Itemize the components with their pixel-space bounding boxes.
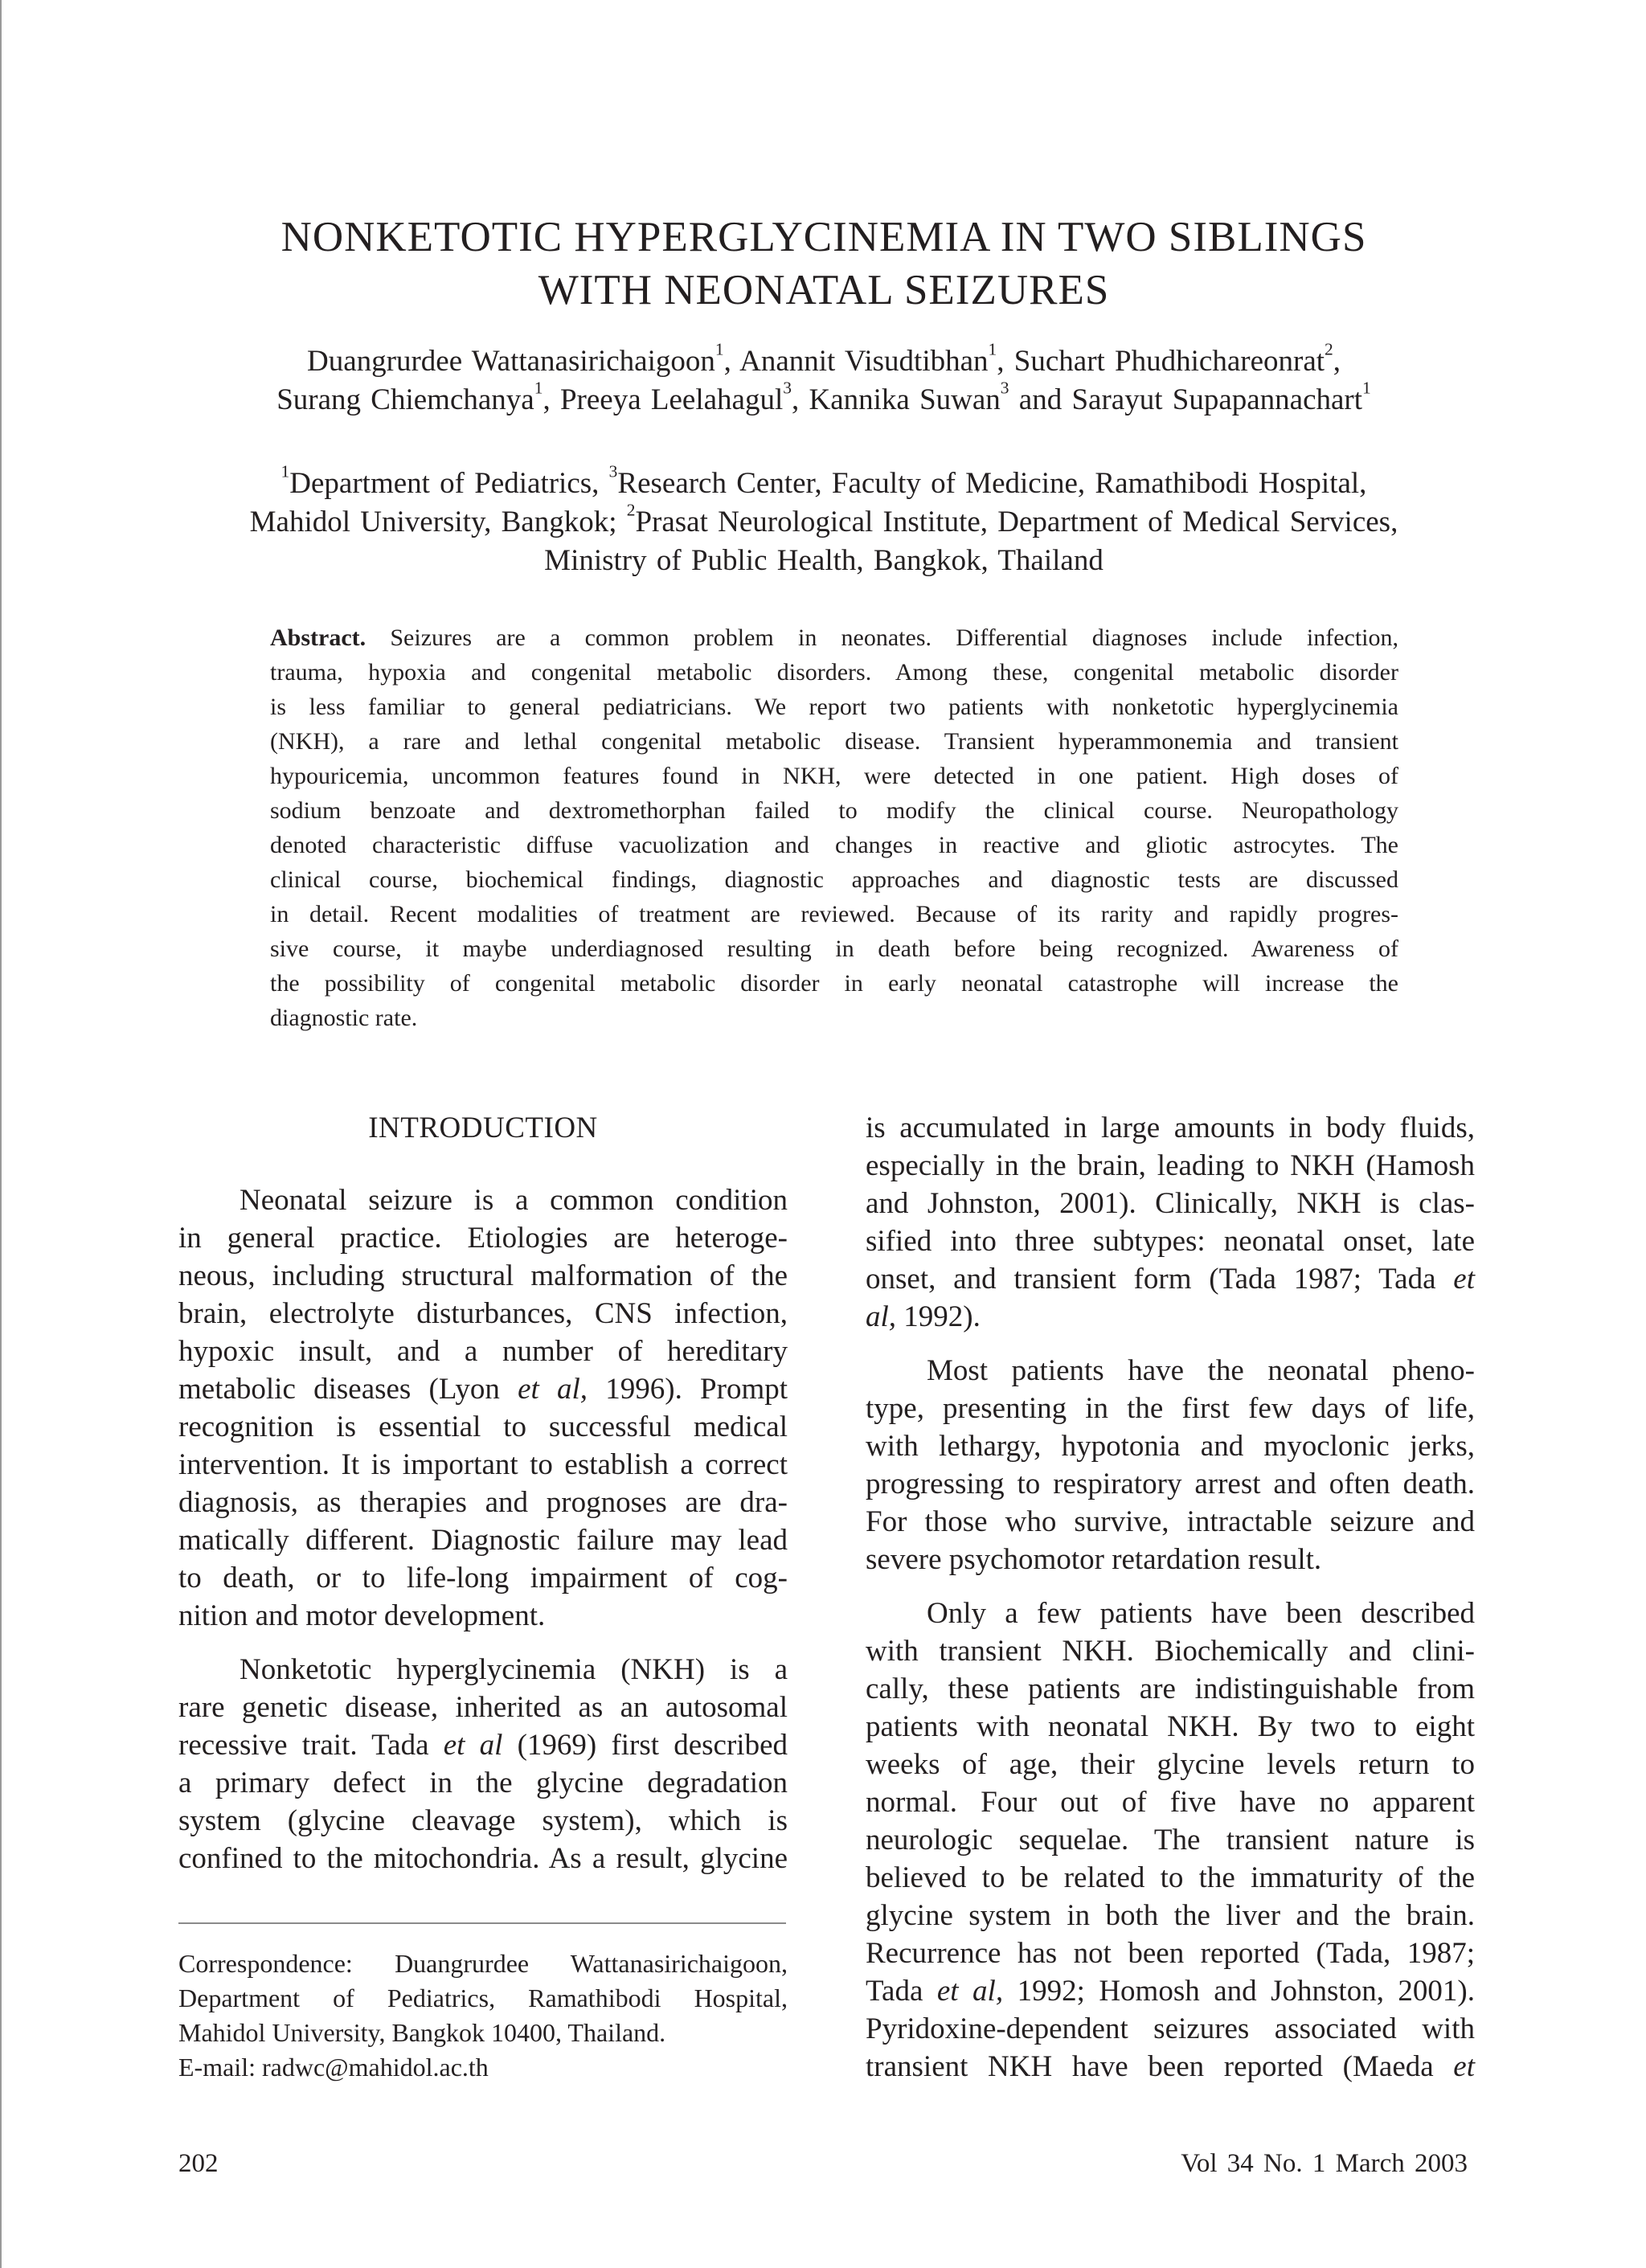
abstract — [270, 620, 1398, 1035]
author-name: Sarayut Supapannachart — [1071, 383, 1363, 416]
author-name: Anannit Visudtibhan — [739, 345, 989, 378]
text-line: Neonatal seizure is a common condition — [240, 1184, 788, 1217]
author-affil-mark: 1 — [534, 378, 543, 398]
author-affil-mark: 3 — [783, 378, 792, 398]
abstract-label: Abstract. — [270, 624, 366, 651]
abstract-line: in detail. Recent modalities of treatment are reviewed. Because of its rarity and rapidly progres- — [270, 901, 1398, 927]
text-line: Recurrence has not been reported (Tada, 1987; — [866, 1937, 1475, 1970]
footnote-line: Mahidol University, Bangkok 10400, Thailand. — [178, 2018, 666, 2047]
author-name: Surang Chiemchanya — [276, 383, 534, 416]
text-line: weeks of age, their glycine levels return to — [866, 1748, 1475, 1781]
footnote-line: Correspondence: Duangrurdee Wattanasirichaigoon, — [178, 1949, 788, 1978]
text-line: normal. Four out of five have no apparent — [866, 1786, 1475, 1819]
text-line: is accumulated in large amounts in body fluids, — [866, 1111, 1475, 1144]
author-affil-mark: 3 — [1000, 378, 1009, 398]
paragraph — [866, 1352, 1475, 1578]
author-line-2: Surang Chiemchanya$^1$, Preeya Leelahagul$^3$, Kannika Suwan$^3$ and Sarayut Supapannachart$^1$ — [276, 378, 1371, 416]
text-line — [866, 1260, 1475, 1298]
footnote-line: Department of Pediatrics, Ramathibodi Hospital, — [178, 1983, 788, 2012]
text-line: diagnosis, as therapies and prognoses are dra- — [178, 1486, 788, 1519]
citation-italic: et — [1453, 1263, 1475, 1296]
abstract-line: trauma, hypoxia and congenital metabolic disorders. Among these, congenital metabolic disorder — [270, 659, 1398, 686]
abstract-line: is less familiar to general pediatricians. We report two patients with nonketotic hyperglycinemia — [270, 694, 1398, 720]
text-line: progressing to respiratory arrest and often death. — [866, 1468, 1475, 1500]
text-line: to death, or to life-long impairment of cog- — [178, 1562, 788, 1595]
author-affil-mark: 1 — [988, 339, 997, 359]
body-column-right — [866, 1109, 1475, 2102]
text-line: matically different. Diagnostic failure may lead — [178, 1524, 788, 1557]
author-list — [161, 339, 1487, 420]
text-line: cally, these patients are indistinguishable from — [866, 1672, 1475, 1705]
affiliations — [161, 461, 1487, 580]
author-affil-mark: 1 — [1362, 378, 1371, 398]
text-run: onset, and transient form (Tada 1987; Tada — [866, 1263, 1454, 1296]
text-run: 1992; Homosh and Johnston, 2001). — [1003, 1975, 1475, 2008]
affiliation-line-3: Ministry of Public Health, Bangkok, Thailand — [544, 544, 1103, 577]
author-line-1: Duangrurdee Wattanasirichaigoon$^1$, Anannit Visudtibhan$^1$, Suchart Phudhichareonrat$^2$, — [306, 339, 1341, 378]
text-line: hypoxic insult, and a number of hereditary — [178, 1335, 788, 1368]
text-line: type, presenting in the first few days of life, — [866, 1392, 1475, 1425]
affil-mark: 2 — [626, 500, 636, 520]
text-line: Only a few patients have been described — [927, 1597, 1475, 1630]
affil-mark: 1 — [280, 461, 290, 481]
citation-italic: et al — [443, 1729, 503, 1762]
affil-text: Prasat Neurological Institute, Department of Medical Services, — [635, 506, 1398, 538]
text-line: intervention. It is important to establish a correct — [178, 1448, 788, 1481]
citation-italic: et al, — [936, 1975, 1004, 2008]
text-run: Tada — [866, 1975, 937, 2008]
abstract-line: sodium benzoate and dextromethorphan failed to modify the clinical course. Neuropathology — [270, 797, 1398, 824]
page-edge-line — [0, 0, 2, 2268]
text-line: believed to be related to the immaturity of the — [866, 1861, 1475, 1894]
page-number: 202 — [178, 2149, 219, 2178]
abstract-line: diagnostic rate. — [270, 1005, 418, 1031]
author-name: Kannika Suwan — [809, 383, 1001, 416]
text-line — [866, 1298, 1475, 1336]
citation-italic: et al, — [518, 1373, 588, 1406]
text-line: patients with neonatal NKH. By two to eight — [866, 1710, 1475, 1743]
paragraph — [866, 1595, 1475, 2086]
paragraph — [178, 1651, 788, 1877]
section-heading-introduction: INTRODUCTION — [368, 1111, 598, 1144]
abstract-line: hypouricemia, uncommon features found in NKH, were detected in one patient. High doses of — [270, 763, 1398, 789]
title-line-1: NONKETOTIC HYPERGLYCINEMIA IN TWO SIBLINGS — [280, 214, 1367, 260]
text-line: Pyridoxine-dependent seizures associated with — [866, 2012, 1475, 2045]
text-line: recognition is essential to successful medical — [178, 1410, 788, 1443]
text-line — [866, 2048, 1475, 2086]
text-line — [178, 1726, 788, 1764]
text-line: and Johnston, 2001). Clinically, NKH is clas- — [866, 1187, 1475, 1220]
text-run: 1992). — [896, 1300, 981, 1333]
abstract-line — [270, 620, 1398, 655]
footnote-email: E-mail: radwc@mahidol.ac.th — [178, 2053, 489, 2082]
text-line: severe psychomotor retardation result. — [866, 1543, 1322, 1576]
text-line: neous, including structural malformation of the — [178, 1259, 788, 1292]
affiliation-line-1 — [161, 461, 1487, 503]
affil-text: Department of Pediatrics, — [289, 467, 609, 500]
text-line: nition and motor development. — [178, 1599, 546, 1632]
affil-text: Mahidol University, Bangkok; — [249, 506, 627, 538]
paragraph — [866, 1109, 1475, 1336]
text-run: transient NKH have been reported (Maeda — [866, 2050, 1454, 2083]
text-line: Most patients have the neonatal pheno- — [927, 1354, 1475, 1387]
correspondence-footnote — [178, 1947, 788, 2085]
text-run: recessive trait. Tada — [178, 1729, 444, 1762]
text-line — [178, 1370, 788, 1408]
abstract-line: denoted characteristic diffuse vacuolization and changes in reactive and gliotic astrocytes. The — [270, 832, 1398, 858]
text-line: Nonketotic hyperglycinemia (NKH) is a — [240, 1653, 788, 1686]
author-affil-mark: 1 — [714, 339, 724, 359]
text-line: especially in the brain, leading to NKH (Hamosh — [866, 1149, 1475, 1182]
text-line: a primary defect in the glycine degradation — [178, 1767, 788, 1799]
footnote-divider — [178, 1922, 786, 1924]
text-run: (1969) first described — [502, 1729, 788, 1762]
text-line: For those who survive, intractable seizure and — [866, 1505, 1475, 1538]
text-line: confined to the mitochondria. As a result, glycine — [178, 1842, 788, 1875]
text-run: 1996). Prompt — [588, 1373, 788, 1406]
text-line — [866, 1972, 1475, 2010]
abstract-line: sive course, it maybe underdiagnosed resulting in death before being recognized. Awareness of — [270, 935, 1398, 962]
text-line: neurologic sequelae. The transient nature is — [866, 1824, 1475, 1857]
text-line: with lethargy, hypotonia and myoclonic jerks, — [866, 1430, 1475, 1463]
body-column-left — [178, 1109, 788, 1893]
text-line: sified into three subtypes: neonatal onset, late — [866, 1225, 1475, 1258]
text-line: brain, electrolyte disturbances, CNS infection, — [178, 1297, 788, 1330]
text-line: with transient NKH. Biochemically and clini- — [866, 1635, 1475, 1668]
affil-mark: 3 — [608, 461, 618, 481]
affiliation-line-2 — [161, 500, 1487, 542]
text-line: rare genetic disease, inherited as an autosomal — [178, 1691, 788, 1724]
journal-issue: Vol 34 No. 1 March 2003 — [1181, 2149, 1468, 2178]
text-line: in general practice. Etiologies are heteroge- — [178, 1222, 788, 1255]
citation-italic: et — [1453, 2050, 1475, 2083]
author-name: Preeya Leelahagul — [559, 383, 784, 416]
article-title — [177, 211, 1471, 317]
author-affil-mark: 2 — [1325, 339, 1333, 359]
text-line: system (glycine cleavage system), which is — [178, 1804, 788, 1837]
author-name: Suchart Phudhichareonrat — [1013, 345, 1325, 378]
abstract-line: clinical course, biochemical findings, diagnostic approaches and diagnostic tests are discussed — [270, 866, 1398, 893]
abstract-line: (NKH), a rare and lethal congenital metabolic disease. Transient hyperammonemia and transient — [270, 728, 1398, 755]
paragraph — [178, 1181, 788, 1635]
text-run: metabolic diseases (Lyon — [178, 1373, 518, 1406]
title-line-2: WITH NEONATAL SEIZURES — [538, 267, 1110, 313]
abstract-text: Seizures are a common problem in neonates. Differential diagnoses include infection, — [390, 624, 1398, 651]
abstract-line: the possibility of congenital metabolic disorder in early neonatal catastrophe will increase the — [270, 970, 1398, 997]
citation-italic: al, — [866, 1300, 897, 1333]
author-name: Duangrurdee Wattanasirichaigoon — [306, 345, 715, 378]
affil-text: Research Center, Faculty of Medicine, Ramathibodi Hospital, — [617, 467, 1367, 500]
text-line: glycine system in both the liver and the brain. — [866, 1899, 1475, 1932]
